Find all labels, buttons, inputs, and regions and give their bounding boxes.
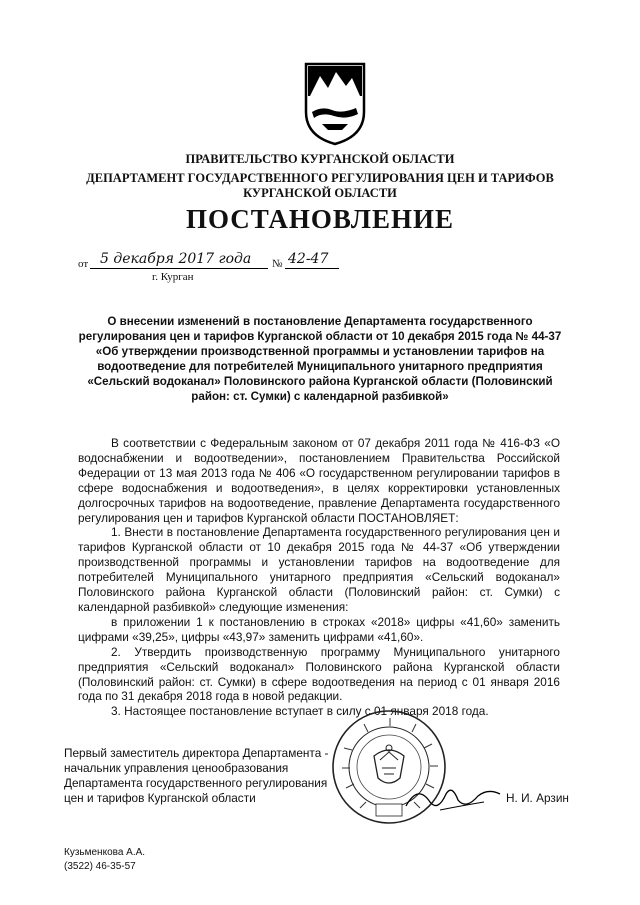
coat-of-arms-emblem [302, 62, 368, 146]
document-type-title: ПОСТАНОВЛЕНИЕ [185, 204, 455, 234]
body-paragraph-item1: 1. Внести в постановление Департамента государственного регулирования цен и тарифов Курганской области от 10 декабря 2015 года № 44-37 «Об утверждении производственной программы и установлении тарифов на водоотведение для потребителей Муниципального унитарного предприятия «Сельский водоканал» Половинского района Курганской области (Половинский район: ст. Сумки) с календарной разбивкой» следующие изменения: [78, 525, 560, 614]
document-body [78, 436, 560, 719]
city-label: г. Курган [152, 271, 194, 283]
document-date: 5 декабря 2017 года [100, 251, 252, 267]
handwritten-signature [400, 776, 510, 818]
document-subject: О внесении изменений в постановление Департамента государственного регулирования цен и тарифов Курганской области от 10 декабря 2015 года № 44-37 «Об утверждении производственной программы и установлении тарифов на водоотведение для потребителей Муниципального унитарного предприятия «Сельский водоканал» Половинского района Курганской области (Половинский район: ст. Сумки) с календарной разбивкой» [78, 315, 562, 403]
number-underline [285, 268, 339, 269]
executor-phone: (3522) 46-35-57 [64, 861, 136, 872]
date-underline [90, 268, 268, 269]
signatory-name: Н. И. Арзин [506, 791, 569, 805]
body-paragraph-preamble: В соответствии с Федеральным законом от 07 декабря 2011 года № 416-ФЗ «О водоснабжении и водоотведении», постановлением Правительства Российской Федерации от 13 мая 2013 года № 406 «О государственном регулировании тарифов в сфере водоснабжения и водоотведения», в целях корректировки установленных долгосрочных тарифов на водоотведение, правление Департамента государственного регулирования цен и тарифов Курганской области ПОСТАНОВЛЯЕТ: [78, 436, 560, 525]
body-paragraph-item2: 2. Утвердить производственную программу Муниципального унитарного предприятия «Сельский водоканал» Половинского района Курганской области (Половинский район: ст. Сумки) в сфере водоотведения на период с 01 января 2016 года по 31 декабря 2018 года в новой редакции. [78, 644, 560, 704]
department-name-line2: КУРГАНСКОЙ ОБЛАСТИ [243, 186, 397, 200]
from-label: от [78, 258, 89, 270]
signatory-title-line3: Департамента государственного регулирования [64, 776, 328, 790]
signatory-title-line2: начальник управления ценообразования [64, 761, 289, 775]
number-label: № [272, 258, 283, 270]
document-number: 42-47 [288, 251, 329, 267]
signatory-title-line1: Первый заместитель директора Департамента - [64, 746, 329, 760]
government-name: ПРАВИТЕЛЬСТВО КУРГАНСКОЙ ОБЛАСТИ [185, 152, 455, 166]
executor-name: Кузьменкова А.А. [64, 847, 146, 858]
body-paragraph-item1-change: в приложении 1 к постановлению в строках «2018» цифры «41,60» заменить цифрами «39,25», цифры «43,97» заменить цифрами «41,60». [78, 614, 560, 644]
signatory-title [64, 746, 328, 806]
body-paragraph-item3: 3. Настоящее постановление вступает в силу с 01 января 2018 года. [111, 704, 489, 719]
signatory-title-line4: цен и тарифов Курганской области [64, 791, 256, 805]
department-name-line1: ДЕПАРТАМЕНТ ГОСУДАРСТВЕННОГО РЕГУЛИРОВАНИЯ ЦЕН И ТАРИФОВ [86, 171, 554, 185]
